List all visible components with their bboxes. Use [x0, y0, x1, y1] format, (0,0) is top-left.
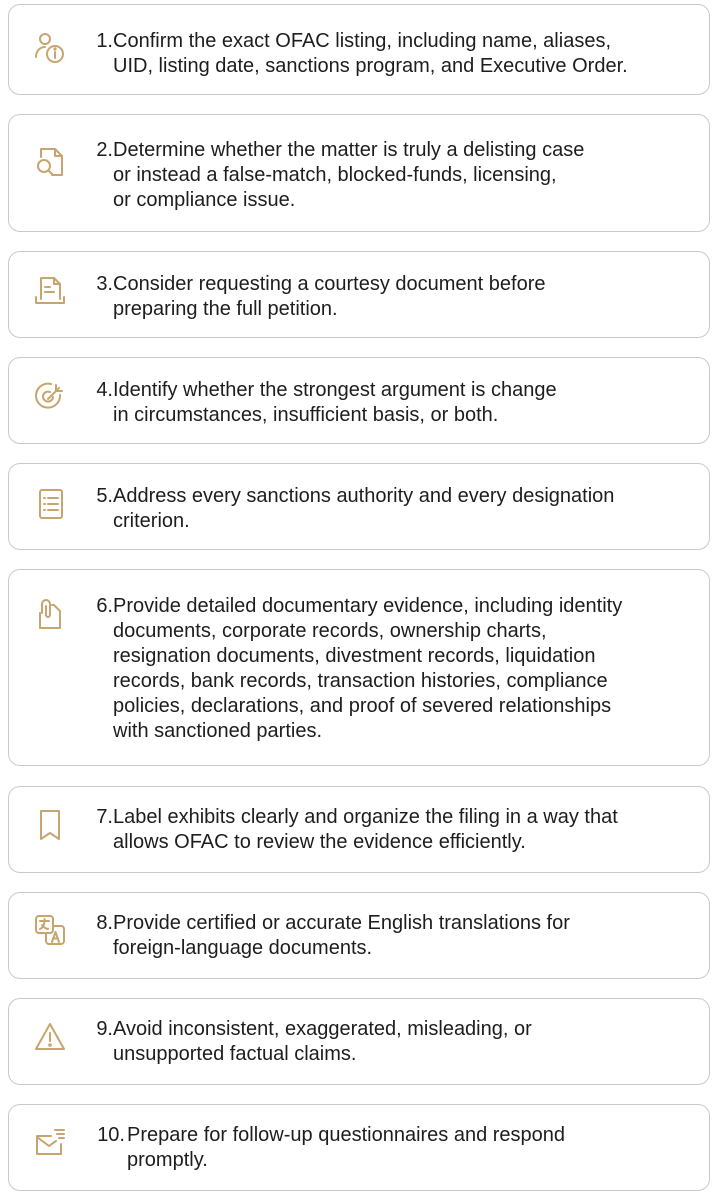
document-search-icon [33, 145, 67, 179]
paperclip-document-icon [33, 598, 67, 632]
item-text: Provide detailed documentary evidence, including identity documents, corporate records, ownership charts, resignation documents, divestment records, liquidation records, bank records, transaction histories, compliance policies, declarations, and proof of severed relationships with sanctioned parties. [113, 595, 623, 742]
item-text: Confirm the exact OFAC listing, including name, aliases, UID, listing date, sanctions program, and Executive Order. [113, 30, 628, 77]
item-text: Avoid inconsistent, exaggerated, misleading, or unsupported factual claims. [113, 1018, 532, 1065]
translate-icon [33, 913, 67, 947]
list-item [8, 4, 710, 95]
list-item [8, 569, 710, 766]
item-text: Identify whether the strongest argument is change in circumstances, insufficient basis, or both. [113, 379, 557, 426]
item-number: 8. [96, 912, 113, 934]
item-number: 5. [96, 485, 113, 507]
bookmark-icon [33, 808, 67, 842]
document-tray-icon [33, 275, 67, 309]
item-number: 10. [97, 1124, 125, 1146]
item-text: Determine whether the matter is truly a delisting case or instead a false-match, blocked-funds, licensing, or compliance issue. [113, 139, 585, 211]
item-text: Provide certified or accurate English translations for foreign-language documents. [113, 912, 570, 959]
item-number: 2. [96, 139, 113, 161]
item-number: 3. [96, 273, 113, 295]
item-number: 1. [96, 30, 113, 52]
item-text: Prepare for follow-up questionnaires and respond promptly. [127, 1124, 566, 1171]
list-item [8, 463, 710, 550]
item-number: 6. [96, 595, 113, 617]
item-number: 4. [96, 379, 113, 401]
mail-lines-icon [33, 1126, 67, 1160]
item-text: Address every sanctions authority and every designation criterion. [113, 485, 615, 532]
list-item [8, 251, 710, 338]
item-text: Consider requesting a courtesy document before preparing the full petition. [113, 273, 546, 320]
list-item [8, 786, 710, 873]
person-info-icon [33, 31, 67, 65]
list-item [8, 892, 710, 979]
item-number: 7. [96, 806, 113, 828]
item-number: 9. [96, 1018, 113, 1040]
list-item [8, 114, 710, 232]
target-arrow-icon [33, 380, 67, 414]
warning-triangle-icon [33, 1020, 67, 1054]
checklist-icon [33, 487, 67, 521]
list-item [8, 1104, 710, 1191]
item-text: Label exhibits clearly and organize the filing in a way that allows OFAC to review the evidence efficiently. [113, 806, 618, 853]
list-item [8, 998, 710, 1085]
list-item [8, 357, 710, 444]
